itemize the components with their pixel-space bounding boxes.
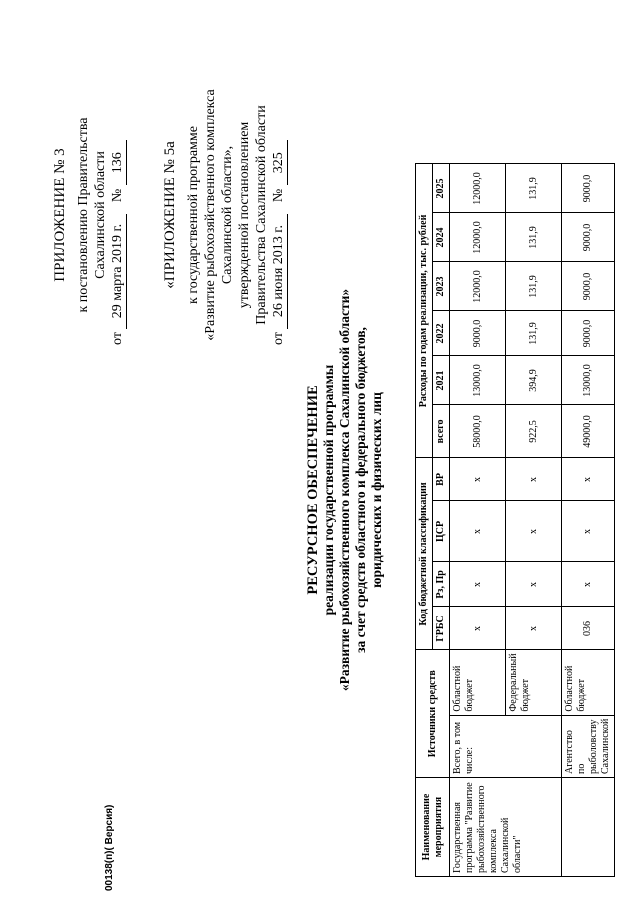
appendix-3-no-label: № xyxy=(110,188,125,203)
title-line1: РЕСУРСНОЕ ОБЕСПЕЧЕНИЕ xyxy=(305,385,321,595)
row-source: Областной бюджет xyxy=(562,650,615,715)
header-sources: Источники средств xyxy=(416,650,450,778)
cell-grbs: x xyxy=(450,607,506,650)
cell-total: 58000,0 xyxy=(450,405,506,458)
cell-total: 922,5 xyxy=(506,405,562,458)
row-sub: Агентство по рыболовству Сахалинской xyxy=(562,715,615,777)
appendix-3-date: 29 марта 2019 г. xyxy=(109,214,127,329)
header-budget-code: Код бюджетной классификации xyxy=(416,458,433,650)
appendix-5a-date: 26 июня 2013 г. xyxy=(270,214,288,329)
appendix-3-number: 136 xyxy=(109,140,127,185)
cell-vr: x xyxy=(450,458,506,501)
header-csr: ЦСР xyxy=(433,501,450,562)
header-grbs: ГРБС xyxy=(433,607,450,650)
appendix-3-from-label: от xyxy=(110,332,125,345)
table-header-row-1 xyxy=(416,164,433,877)
cell-y2022: 131,9 xyxy=(506,311,562,356)
cell-grbs: 036 xyxy=(562,607,615,650)
table-row xyxy=(450,164,506,877)
header-vr: ВР xyxy=(433,458,450,501)
cell-y2022: 9000,0 xyxy=(450,311,506,356)
header-y2022: 2022 xyxy=(433,311,450,356)
title-line5: юридических и физических лиц xyxy=(369,392,384,588)
appendix-3-title: ПРИЛОЖЕНИЕ № 3 xyxy=(52,148,68,282)
cell-csr: x xyxy=(562,501,615,562)
cell-y2022: 9000,0 xyxy=(562,311,615,356)
header-y2024: 2024 xyxy=(433,213,450,262)
cell-y2021: 13000,0 xyxy=(562,356,615,405)
cell-y2023: 12000,0 xyxy=(450,262,506,311)
appendix-3-line1: к постановлению Правительства xyxy=(76,117,91,313)
cell-y2024: 131,9 xyxy=(506,213,562,262)
table-row xyxy=(562,164,615,877)
row-activity-empty xyxy=(562,778,615,877)
header-rz-pr: Рз, Пр xyxy=(433,562,450,607)
appendix-5a-block xyxy=(162,85,288,345)
title-line4: за счет средств областного и федерального бюджетов, xyxy=(353,327,368,653)
cell-y2024: 12000,0 xyxy=(450,213,506,262)
title-line2: реализации государственной программы xyxy=(321,364,336,616)
cell-y2025: 12000,0 xyxy=(450,164,506,213)
appendix-5a-line3: Сахалинской области», xyxy=(220,145,235,285)
appendix-5a-line2: «Развитие рыбохозяйственного комплекса xyxy=(203,89,218,341)
cell-grbs: x xyxy=(506,607,562,650)
title-line3: «Развитие рыбохозяйственного комплекса Сахалинской области» xyxy=(337,288,352,692)
appendix-5a-line4: утвержденной постановлением xyxy=(237,121,252,309)
row-source: Областной бюджет xyxy=(450,650,506,715)
header-activity: Наименование мероприятия xyxy=(416,778,450,877)
cell-y2024: 9000,0 xyxy=(562,213,615,262)
cell-vr: x xyxy=(506,458,562,501)
appendix-5a-number: 325 xyxy=(270,140,288,185)
cell-y2025: 9000,0 xyxy=(562,164,615,213)
cell-rz-pr: x xyxy=(450,562,506,607)
appendix-3-line2: Сахалинской области xyxy=(93,151,108,279)
header-expenses: Расходы по годам реализации, тыс. рублей xyxy=(416,164,433,458)
row-activity: Государственная программа "Развитие рыбохозяйственного комплекса Сахалинской области" xyxy=(450,778,562,877)
resource-table xyxy=(415,163,615,877)
appendix-5a-title: «ПРИЛОЖЕНИЕ № 5а xyxy=(162,141,178,289)
document-title xyxy=(305,255,385,725)
appendix-5a-line5: Правительства Сахалинской области xyxy=(254,105,269,325)
cell-csr: x xyxy=(450,501,506,562)
row-sub: Всего, в том числе: xyxy=(450,715,562,777)
header-y2025: 2025 xyxy=(433,164,450,213)
appendix-3-block xyxy=(52,85,127,345)
cell-csr: x xyxy=(506,501,562,562)
cell-vr: x xyxy=(562,458,615,501)
cell-rz-pr: x xyxy=(506,562,562,607)
header-y2023: 2023 xyxy=(433,262,450,311)
header-y2021: 2021 xyxy=(433,356,450,405)
cell-y2025: 131,9 xyxy=(506,164,562,213)
cell-y2023: 131,9 xyxy=(506,262,562,311)
appendix-5a-from-label: от xyxy=(271,332,286,345)
appendix-5a-no-label: № xyxy=(271,188,286,203)
header-total: всего xyxy=(433,405,450,458)
cell-rz-pr: x xyxy=(562,562,615,607)
appendix-5a-line1: к государственной программе xyxy=(186,126,201,304)
cell-y2021: 13000,0 xyxy=(450,356,506,405)
cell-y2021: 394,9 xyxy=(506,356,562,405)
version-label: 00138(п)( Версия) xyxy=(104,804,115,891)
cell-y2023: 9000,0 xyxy=(562,262,615,311)
row-source: Федеральный бюджет xyxy=(506,650,562,715)
cell-total: 49000,0 xyxy=(562,405,615,458)
